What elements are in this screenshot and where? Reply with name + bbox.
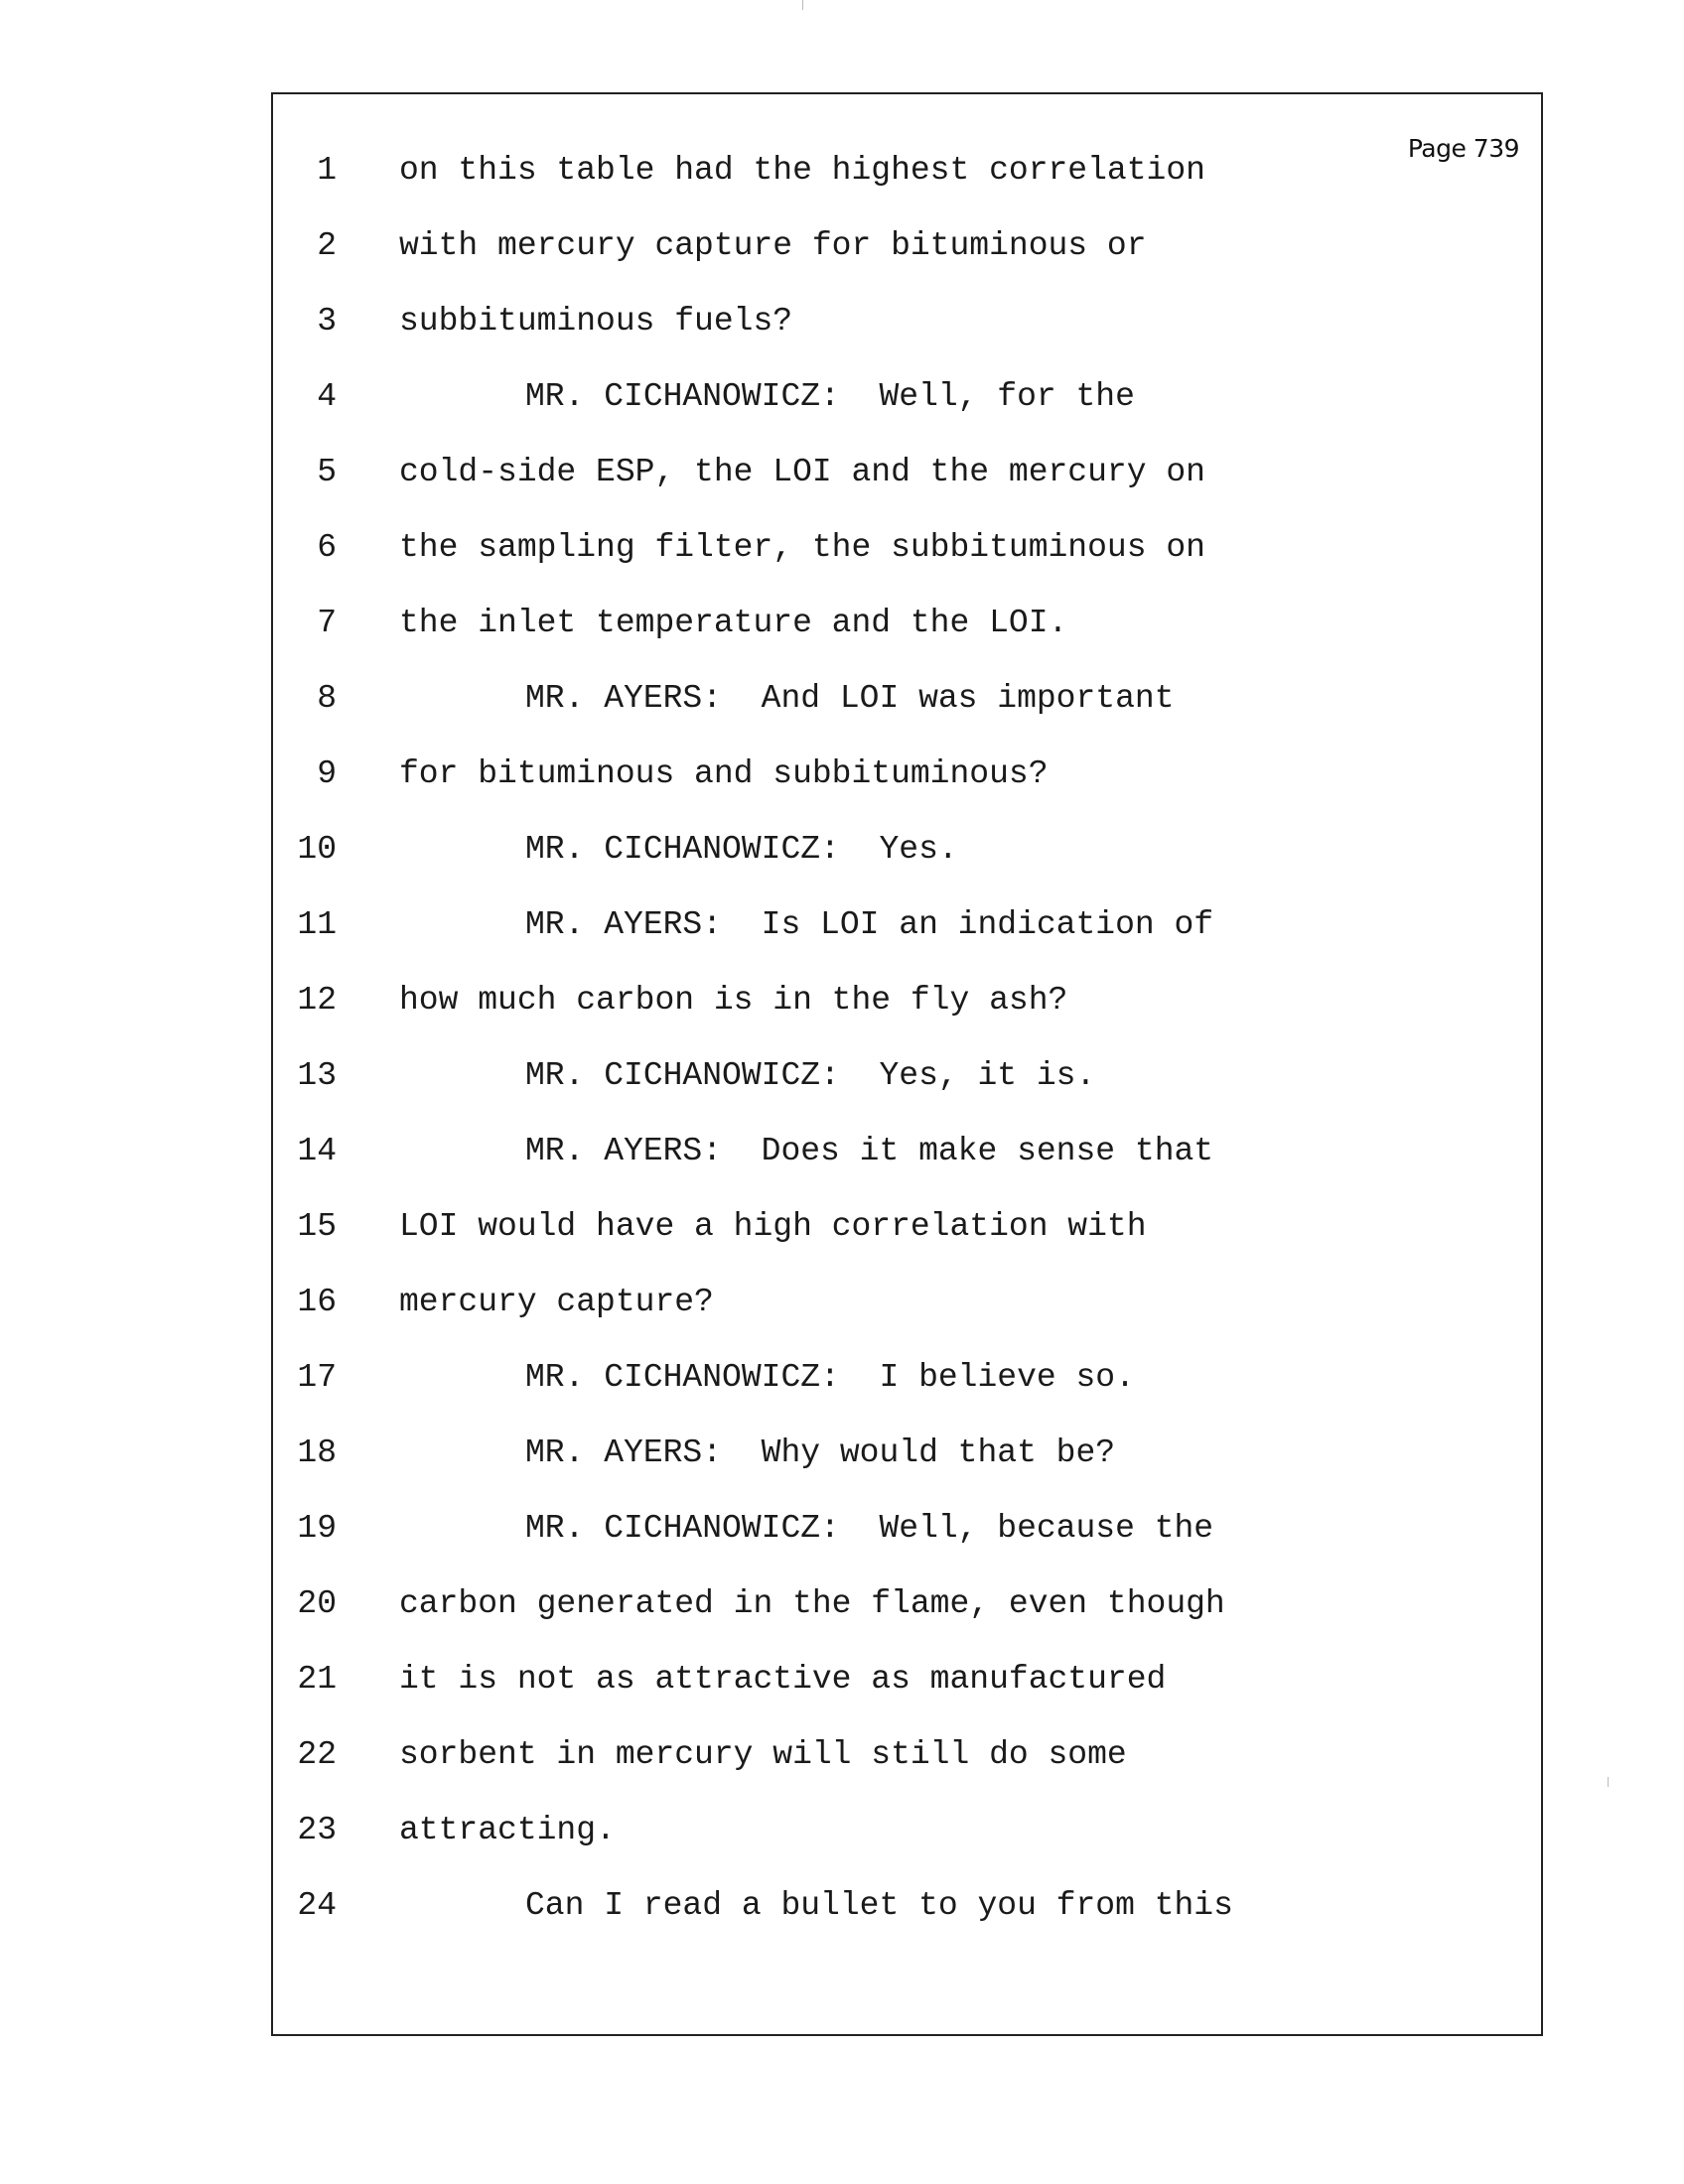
line-text: MR. AYERS: And LOI was important — [525, 680, 1175, 717]
line-text: the sampling filter, the subbituminous on — [399, 529, 1205, 566]
transcript-line — [273, 1811, 1541, 1850]
transcript-line — [273, 226, 1541, 266]
line-number: 9 — [317, 755, 337, 792]
line-text: LOI would have a high correlation with — [399, 1208, 1147, 1245]
transcript-line — [273, 1132, 1541, 1171]
line-text: subbituminous fuels? — [399, 303, 793, 340]
line-number: 21 — [297, 1661, 337, 1698]
line-text: MR. AYERS: Why would that be? — [525, 1434, 1116, 1471]
page-number: Page 739 — [1407, 134, 1519, 163]
scan-artifact — [802, 0, 803, 10]
transcript-line — [273, 830, 1541, 870]
line-text: cold-side ESP, the LOI and the mercury on — [399, 454, 1205, 490]
line-text: how much carbon is in the fly ash? — [399, 982, 1068, 1019]
line-number: 19 — [297, 1510, 337, 1547]
line-text: carbon generated in the flame, even though — [399, 1585, 1225, 1622]
line-number: 15 — [297, 1208, 337, 1245]
line-text: MR. CICHANOWICZ: I believe so. — [525, 1359, 1135, 1396]
line-text: MR. CICHANOWICZ: Yes, it is. — [525, 1057, 1096, 1094]
line-number: 23 — [297, 1812, 337, 1848]
line-text: it is not as attractive as manufactured — [399, 1661, 1167, 1698]
scan-artifact — [1608, 1777, 1609, 1787]
transcript-line — [273, 1886, 1541, 1926]
line-number: 16 — [297, 1284, 337, 1320]
line-number: 7 — [317, 605, 337, 641]
transcript-line — [273, 1056, 1541, 1096]
line-text: for bituminous and subbituminous? — [399, 755, 1049, 792]
transcript-line — [273, 604, 1541, 643]
line-number: 2 — [317, 227, 337, 264]
line-number: 24 — [297, 1887, 337, 1924]
line-text: MR. AYERS: Is LOI an indication of — [525, 906, 1214, 943]
line-number: 10 — [297, 831, 337, 868]
transcript-line — [273, 1660, 1541, 1700]
line-text: MR. CICHANOWICZ: Well, for the — [525, 378, 1135, 415]
line-number: 20 — [297, 1585, 337, 1622]
line-number: 18 — [297, 1434, 337, 1471]
transcript-line — [273, 754, 1541, 794]
transcript-line — [273, 151, 1541, 191]
line-number: 1 — [317, 152, 337, 189]
transcript-line — [273, 1735, 1541, 1775]
line-text: mercury capture? — [399, 1284, 714, 1320]
line-text: on this table had the highest correlation — [399, 152, 1205, 189]
transcript-line — [273, 1509, 1541, 1549]
line-text: MR. CICHANOWICZ: Yes. — [525, 831, 958, 868]
transcript-line — [273, 905, 1541, 945]
line-number: 8 — [317, 680, 337, 717]
transcript-line — [273, 679, 1541, 719]
line-number: 11 — [297, 906, 337, 943]
transcript-line — [273, 1283, 1541, 1322]
line-text: with mercury capture for bituminous or — [399, 227, 1147, 264]
transcript-line — [273, 302, 1541, 341]
line-text: Can I read a bullet to you from this — [525, 1887, 1233, 1924]
line-number: 3 — [317, 303, 337, 340]
transcript-line — [273, 981, 1541, 1021]
line-number: 13 — [297, 1057, 337, 1094]
line-number: 4 — [317, 378, 337, 415]
transcript-line — [273, 1207, 1541, 1247]
line-number: 5 — [317, 454, 337, 490]
line-text: the inlet temperature and the LOI. — [399, 605, 1068, 641]
line-number: 17 — [297, 1359, 337, 1396]
line-number: 6 — [317, 529, 337, 566]
transcript-line — [273, 453, 1541, 492]
transcript-line — [273, 528, 1541, 568]
line-number: 14 — [297, 1133, 337, 1169]
transcript-line — [273, 377, 1541, 417]
line-text: MR. CICHANOWICZ: Well, because the — [525, 1510, 1214, 1547]
transcript-line — [273, 1584, 1541, 1624]
line-text: MR. AYERS: Does it make sense that — [525, 1133, 1214, 1169]
line-number: 22 — [297, 1736, 337, 1773]
line-text: attracting. — [399, 1812, 616, 1848]
transcript-line — [273, 1358, 1541, 1398]
line-number: 12 — [297, 982, 337, 1019]
transcript-line — [273, 1433, 1541, 1473]
transcript-page — [271, 92, 1543, 2036]
line-text: sorbent in mercury will still do some — [399, 1736, 1127, 1773]
